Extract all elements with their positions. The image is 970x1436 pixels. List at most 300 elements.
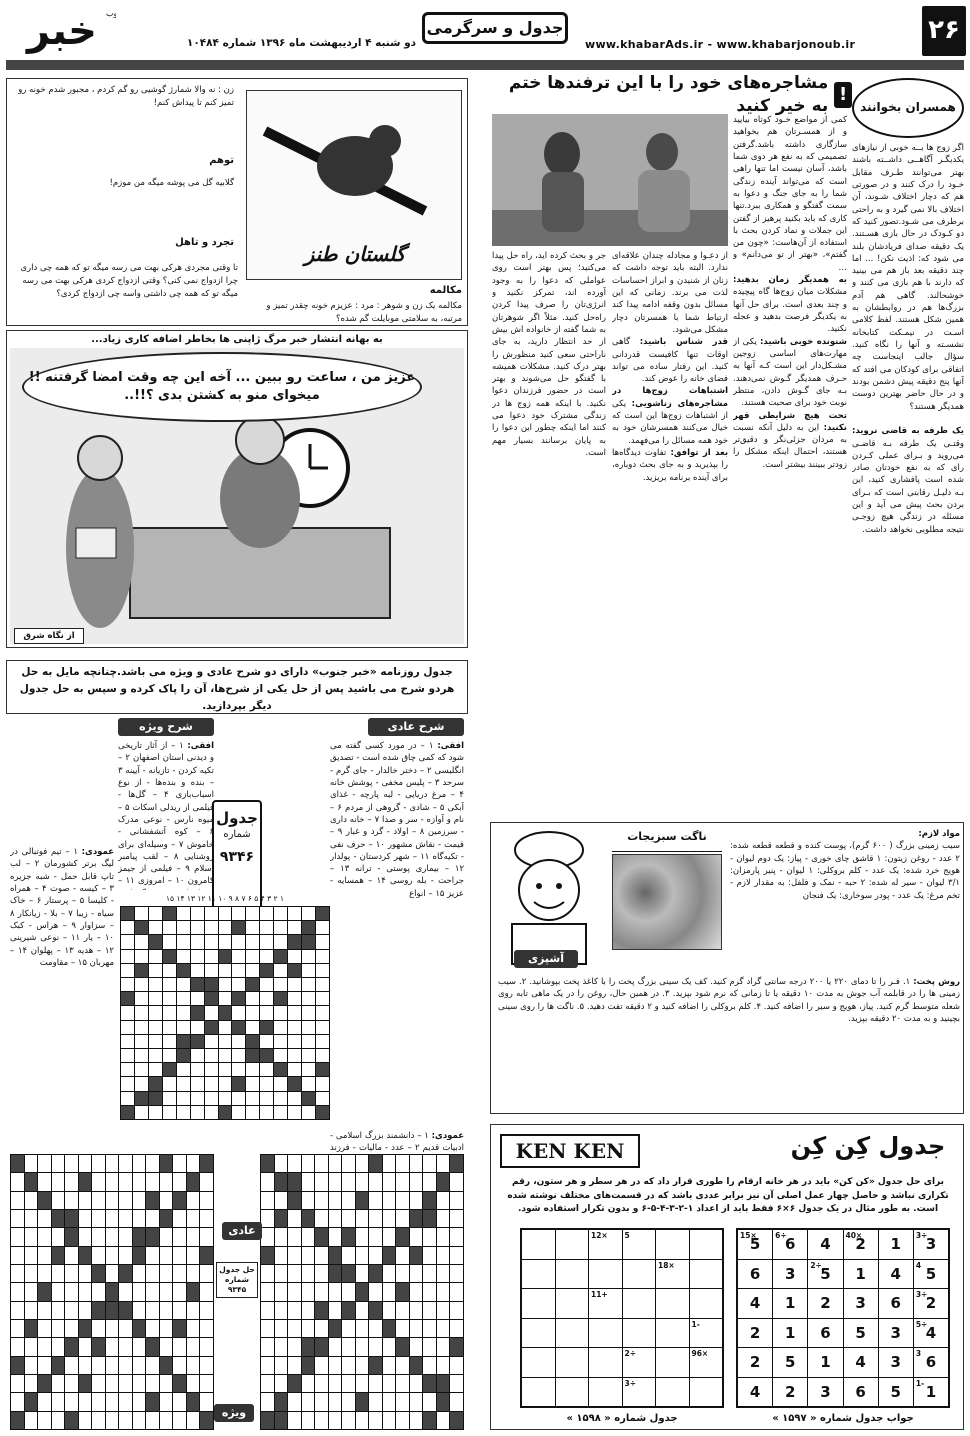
grid-cell[interactable] bbox=[121, 935, 134, 948]
grid-cell[interactable] bbox=[177, 1063, 190, 1076]
grid-cell[interactable] bbox=[135, 950, 148, 963]
grid-cell[interactable] bbox=[232, 978, 245, 991]
grid-cell[interactable] bbox=[219, 1035, 232, 1048]
kenken-puzzle-grid[interactable] bbox=[520, 1228, 724, 1408]
kenken-cell: 5 bbox=[879, 1378, 913, 1407]
grid-cell[interactable] bbox=[121, 1106, 134, 1119]
grid-cell[interactable] bbox=[205, 1063, 218, 1076]
grid-cell[interactable] bbox=[288, 1049, 301, 1062]
grid-cell[interactable] bbox=[135, 1092, 148, 1105]
kenken-cell[interactable] bbox=[556, 1348, 589, 1377]
kenken-cell[interactable]: 12× bbox=[589, 1230, 622, 1259]
grid-cell[interactable] bbox=[274, 1021, 287, 1034]
kenken-cell[interactable] bbox=[656, 1289, 689, 1318]
grid-cell[interactable] bbox=[316, 1063, 329, 1076]
grid-cell bbox=[342, 1357, 355, 1374]
grid-cell[interactable] bbox=[232, 1092, 245, 1105]
kenken-cell: 1 bbox=[773, 1289, 807, 1318]
grid-cell[interactable] bbox=[288, 964, 301, 977]
grid-cell[interactable] bbox=[302, 1006, 315, 1019]
grid-cell[interactable] bbox=[205, 921, 218, 934]
grid-cell[interactable] bbox=[177, 921, 190, 934]
grid-cell[interactable] bbox=[149, 1021, 162, 1034]
grid-cell bbox=[275, 1393, 288, 1410]
kenken-cell[interactable]: 2÷ bbox=[623, 1348, 656, 1377]
grid-cell[interactable] bbox=[219, 1049, 232, 1062]
grid-cell[interactable] bbox=[177, 1049, 190, 1062]
kenken-cell[interactable] bbox=[556, 1319, 589, 1348]
grid-cell[interactable] bbox=[288, 1006, 301, 1019]
grid-cell[interactable] bbox=[191, 1092, 204, 1105]
grid-cell[interactable] bbox=[288, 1035, 301, 1048]
grid-cell[interactable] bbox=[135, 1063, 148, 1076]
kenken-cell[interactable] bbox=[556, 1289, 589, 1318]
grid-cell[interactable] bbox=[121, 1035, 134, 1048]
grid-cell[interactable] bbox=[246, 992, 259, 1005]
grid-cell[interactable] bbox=[163, 935, 176, 948]
grid-cell bbox=[52, 1320, 65, 1337]
grid-cell[interactable] bbox=[302, 950, 315, 963]
grid-cell[interactable] bbox=[316, 1049, 329, 1062]
grid-cell[interactable] bbox=[260, 950, 273, 963]
grid-cell[interactable] bbox=[177, 1006, 190, 1019]
grid-cell[interactable] bbox=[316, 964, 329, 977]
grid-cell[interactable] bbox=[274, 1049, 287, 1062]
grid-cell[interactable] bbox=[288, 978, 301, 991]
grid-cell[interactable] bbox=[246, 1021, 259, 1034]
kenken-cell[interactable] bbox=[522, 1289, 555, 1318]
article-column-2: کمی از مواضع خـود کوتاه بیایید و از همسـرتان هم بخواهید سازگاری داشته باشد.گرفتن تصمیمی که به نفع هر دوی شما باشد، آسان نیست اما تنها راهی است که می‌تواند آینده زندگی شما را به جای جنگ و دعوا به سمت گفتگو و همکاری ببرد.تنها کاری که باید بکنید پرهیز از گفتن این جملات و نماد کردن بحث با استفاده از آن‌هاست: «چون من گفتم»، «بهتر از تو می‌دانم» و … به همدیگر زمان بدهید: مشکلات میان زوج‌ها گاه پیچیده و چند بعدی است. برای حل آنها به یکدیگر فرصت بدهید و عجله نکنید. شنونده خوبی باشید: یکی از مهارت‌های اساسی زوجین مشـکل‌دار این است کـه آنها به حـرف همدیگر گـوش نمی‌دهند. بـه جای گـوش دادن، منتظر نوبت خود برای صحبت هستند. تحت هیچ شرایطی قهر نکنید: این به دلیل آنکه نسبت به مردان جزئی‌نگر و دقیق‌تر هستند، احتمال اینکه مشکل را زودتر ببینند بیشتر است. bbox=[733, 115, 847, 470]
grid-cell bbox=[106, 1173, 119, 1190]
kenken-cell[interactable] bbox=[656, 1319, 689, 1348]
grid-cell[interactable] bbox=[302, 921, 315, 934]
kenken-cell[interactable]: 18× bbox=[656, 1260, 689, 1289]
grid-cell[interactable] bbox=[232, 1006, 245, 1019]
grid-cell[interactable] bbox=[246, 1106, 259, 1119]
grid-cell[interactable] bbox=[246, 907, 259, 920]
grid-cell[interactable] bbox=[135, 992, 148, 1005]
grid-cell[interactable] bbox=[205, 950, 218, 963]
grid-cell[interactable] bbox=[177, 992, 190, 1005]
grid-cell[interactable] bbox=[191, 1063, 204, 1076]
kenken-cell[interactable] bbox=[690, 1260, 723, 1289]
grid-cell[interactable] bbox=[205, 1006, 218, 1019]
grid-cell bbox=[25, 1302, 38, 1319]
grid-cell[interactable] bbox=[163, 1006, 176, 1019]
grid-cell bbox=[79, 1320, 92, 1337]
tag-normal[interactable]: شرح عادی bbox=[368, 718, 464, 736]
grid-cell[interactable] bbox=[246, 1092, 259, 1105]
grid-cell bbox=[329, 1210, 342, 1227]
grid-cell bbox=[261, 1210, 274, 1227]
grid-cell[interactable] bbox=[177, 1035, 190, 1048]
grid-cell[interactable] bbox=[191, 950, 204, 963]
grid-cell[interactable] bbox=[219, 950, 232, 963]
kenken-cell[interactable] bbox=[690, 1230, 723, 1259]
grid-cell bbox=[52, 1412, 65, 1429]
grid-cell[interactable] bbox=[302, 1077, 315, 1090]
grid-cell[interactable] bbox=[302, 1063, 315, 1076]
grid-cell[interactable] bbox=[149, 1077, 162, 1090]
grid-cell[interactable] bbox=[219, 1077, 232, 1090]
grid-cell[interactable] bbox=[121, 992, 134, 1005]
grid-cell[interactable] bbox=[260, 1035, 273, 1048]
grid-cell[interactable] bbox=[219, 1006, 232, 1019]
grid-cell[interactable] bbox=[260, 1049, 273, 1062]
grid-cell[interactable] bbox=[163, 1021, 176, 1034]
grid-cell[interactable] bbox=[246, 921, 259, 934]
grid-cell[interactable] bbox=[302, 992, 315, 1005]
grid-cell[interactable] bbox=[191, 935, 204, 948]
grid-cell[interactable] bbox=[149, 921, 162, 934]
grid-cell[interactable] bbox=[288, 1077, 301, 1090]
grid-cell[interactable] bbox=[316, 1021, 329, 1034]
grid-cell[interactable] bbox=[274, 1092, 287, 1105]
grid-cell bbox=[437, 1357, 450, 1374]
grid-cell[interactable] bbox=[316, 921, 329, 934]
grid-cell[interactable] bbox=[121, 1077, 134, 1090]
grid-cell[interactable] bbox=[149, 1006, 162, 1019]
grid-cell[interactable] bbox=[191, 978, 204, 991]
grid-cell[interactable] bbox=[121, 964, 134, 977]
grid-cell[interactable] bbox=[191, 907, 204, 920]
kenken-cell[interactable] bbox=[623, 1260, 656, 1289]
grid-cell[interactable] bbox=[316, 950, 329, 963]
kenken-cell[interactable] bbox=[589, 1378, 622, 1407]
grid-cell[interactable] bbox=[302, 1106, 315, 1119]
kenken-cell[interactable] bbox=[589, 1260, 622, 1289]
grid-cell[interactable] bbox=[135, 1106, 148, 1119]
grid-cell[interactable] bbox=[163, 964, 176, 977]
grid-cell[interactable] bbox=[149, 992, 162, 1005]
grid-cell[interactable] bbox=[288, 1106, 301, 1119]
grid-cell[interactable] bbox=[205, 1021, 218, 1034]
grid-cell[interactable] bbox=[316, 992, 329, 1005]
grid-cell[interactable] bbox=[177, 1021, 190, 1034]
grid-cell[interactable] bbox=[205, 978, 218, 991]
grid-cell[interactable] bbox=[302, 1049, 315, 1062]
grid-cell[interactable] bbox=[316, 1092, 329, 1105]
grid-cell[interactable] bbox=[135, 1077, 148, 1090]
grid-cell[interactable] bbox=[121, 1063, 134, 1076]
grid-cell[interactable] bbox=[288, 935, 301, 948]
grid-cell bbox=[133, 1228, 146, 1245]
grid-cell[interactable] bbox=[316, 978, 329, 991]
grid-cell[interactable] bbox=[177, 935, 190, 948]
grid-cell bbox=[410, 1302, 423, 1319]
grid-cell bbox=[288, 1265, 301, 1282]
kenken-cell[interactable]: 3÷ bbox=[623, 1378, 656, 1407]
grid-cell[interactable] bbox=[177, 950, 190, 963]
grid-cell[interactable] bbox=[232, 1106, 245, 1119]
grid-cell bbox=[173, 1412, 186, 1429]
kenken-cell[interactable]: 11+ bbox=[589, 1289, 622, 1318]
grid-cell bbox=[11, 1210, 24, 1227]
grid-cell[interactable] bbox=[135, 921, 148, 934]
grid-cell[interactable] bbox=[205, 992, 218, 1005]
grid-cell[interactable] bbox=[288, 1092, 301, 1105]
grid-cell[interactable] bbox=[149, 907, 162, 920]
grid-cell[interactable] bbox=[288, 1063, 301, 1076]
grid-cell[interactable] bbox=[274, 950, 287, 963]
grid-cell[interactable] bbox=[302, 978, 315, 991]
grid-cell[interactable] bbox=[121, 978, 134, 991]
grid-cell[interactable] bbox=[260, 1063, 273, 1076]
grid-cell[interactable] bbox=[177, 978, 190, 991]
grid-cell[interactable] bbox=[274, 1006, 287, 1019]
grid-cell[interactable] bbox=[191, 1049, 204, 1062]
grid-cell[interactable] bbox=[316, 1077, 329, 1090]
grid-cell[interactable] bbox=[302, 1035, 315, 1048]
grid-cell[interactable] bbox=[260, 964, 273, 977]
grid-cell[interactable] bbox=[302, 907, 315, 920]
grid-cell bbox=[160, 1173, 173, 1190]
grid-cell[interactable] bbox=[205, 1035, 218, 1048]
kenken-cell[interactable] bbox=[623, 1319, 656, 1348]
grid-cell[interactable] bbox=[121, 1006, 134, 1019]
grid-cell[interactable] bbox=[246, 1049, 259, 1062]
grid-cell[interactable] bbox=[232, 907, 245, 920]
grid-cell[interactable] bbox=[232, 935, 245, 948]
kenken-cell[interactable] bbox=[522, 1230, 555, 1259]
grid-cell[interactable] bbox=[135, 1035, 148, 1048]
grid-cell[interactable] bbox=[135, 1021, 148, 1034]
grid-cell[interactable] bbox=[163, 921, 176, 934]
grid-cell bbox=[160, 1357, 173, 1374]
grid-cell bbox=[38, 1247, 51, 1264]
grid-cell[interactable] bbox=[246, 1006, 259, 1019]
kenken-cell[interactable]: 5 bbox=[623, 1230, 656, 1259]
kenken-cell[interactable] bbox=[690, 1378, 723, 1407]
grid-cell[interactable] bbox=[121, 921, 134, 934]
grid-cell[interactable] bbox=[135, 978, 148, 991]
grid-cell[interactable] bbox=[163, 1035, 176, 1048]
grid-cell[interactable] bbox=[163, 1063, 176, 1076]
grid-cell[interactable] bbox=[163, 907, 176, 920]
grid-cell[interactable] bbox=[205, 935, 218, 948]
grid-cell[interactable] bbox=[177, 964, 190, 977]
grid-cell[interactable] bbox=[177, 1077, 190, 1090]
grid-cell[interactable] bbox=[246, 978, 259, 991]
grid-cell[interactable] bbox=[260, 978, 273, 991]
grid-cell[interactable] bbox=[274, 907, 287, 920]
grid-cell bbox=[11, 1393, 24, 1410]
grid-cell[interactable] bbox=[163, 1106, 176, 1119]
grid-cell[interactable] bbox=[205, 907, 218, 920]
kenken-cell[interactable] bbox=[556, 1260, 589, 1289]
grid-cell[interactable] bbox=[149, 1063, 162, 1076]
grid-cell[interactable] bbox=[288, 992, 301, 1005]
kenken-cell[interactable] bbox=[522, 1348, 555, 1377]
grid-cell[interactable] bbox=[232, 1021, 245, 1034]
grid-cell[interactable] bbox=[288, 921, 301, 934]
grid-cell bbox=[450, 1320, 463, 1337]
grid-cell[interactable] bbox=[149, 1049, 162, 1062]
grid-cell bbox=[173, 1265, 186, 1282]
grid-cell[interactable] bbox=[288, 1021, 301, 1034]
grid-cell[interactable] bbox=[219, 964, 232, 977]
grid-cell[interactable] bbox=[232, 921, 245, 934]
grid-cell[interactable] bbox=[246, 935, 259, 948]
grid-cell[interactable] bbox=[232, 1063, 245, 1076]
kenken-cell[interactable] bbox=[656, 1230, 689, 1259]
grid-cell bbox=[315, 1357, 328, 1374]
grid-cell[interactable] bbox=[205, 1092, 218, 1105]
grid-cell[interactable] bbox=[163, 992, 176, 1005]
website-url[interactable]: www.khabarAds.ir - www.khabarjonoub.ir bbox=[585, 38, 856, 51]
grid-cell[interactable] bbox=[163, 1092, 176, 1105]
grid-cell[interactable] bbox=[191, 964, 204, 977]
kenken-cell[interactable] bbox=[522, 1260, 555, 1289]
grid-cell[interactable] bbox=[149, 950, 162, 963]
grid-cell bbox=[437, 1155, 450, 1172]
kenken-cell[interactable] bbox=[589, 1348, 622, 1377]
kenken-cell[interactable]: 96× bbox=[690, 1348, 723, 1377]
grid-cell[interactable] bbox=[163, 1077, 176, 1090]
grid-cell[interactable] bbox=[219, 1021, 232, 1034]
grid-cell[interactable] bbox=[191, 921, 204, 934]
grid-cell[interactable] bbox=[246, 1077, 259, 1090]
grid-cell[interactable] bbox=[274, 1077, 287, 1090]
grid-cell[interactable] bbox=[274, 921, 287, 934]
grid-cell[interactable] bbox=[260, 935, 273, 948]
grid-cell bbox=[106, 1412, 119, 1429]
grid-cell[interactable] bbox=[302, 935, 315, 948]
grid-cell[interactable] bbox=[121, 950, 134, 963]
kenken-cell[interactable] bbox=[556, 1378, 589, 1407]
grid-cell[interactable] bbox=[232, 1049, 245, 1062]
grid-cell[interactable] bbox=[135, 1049, 148, 1062]
crossword-grid[interactable] bbox=[120, 906, 330, 1120]
grid-cell[interactable] bbox=[163, 978, 176, 991]
grid-cell bbox=[79, 1393, 92, 1410]
grid-cell[interactable] bbox=[191, 992, 204, 1005]
grid-cell[interactable] bbox=[246, 1063, 259, 1076]
grid-cell[interactable] bbox=[121, 1092, 134, 1105]
grid-cell[interactable] bbox=[274, 992, 287, 1005]
kenken-cell[interactable]: 1- bbox=[690, 1319, 723, 1348]
grid-cell[interactable] bbox=[135, 935, 148, 948]
grid-cell[interactable] bbox=[288, 950, 301, 963]
grid-cell[interactable] bbox=[219, 1092, 232, 1105]
grid-cell bbox=[200, 1302, 213, 1319]
grid-cell[interactable] bbox=[316, 1035, 329, 1048]
grid-cell[interactable] bbox=[260, 921, 273, 934]
grid-cell[interactable] bbox=[274, 978, 287, 991]
grid-cell[interactable] bbox=[177, 1106, 190, 1119]
grid-cell[interactable] bbox=[274, 1106, 287, 1119]
grid-cell[interactable] bbox=[149, 1035, 162, 1048]
grid-cell[interactable] bbox=[219, 907, 232, 920]
grid-cell[interactable] bbox=[274, 1063, 287, 1076]
grid-cell[interactable] bbox=[316, 1106, 329, 1119]
grid-cell[interactable] bbox=[246, 964, 259, 977]
grid-cell[interactable] bbox=[191, 1106, 204, 1119]
kenken-cell[interactable] bbox=[623, 1289, 656, 1318]
grid-cell[interactable] bbox=[121, 1049, 134, 1062]
grid-cell[interactable] bbox=[149, 1092, 162, 1105]
grid-cell[interactable] bbox=[205, 1106, 218, 1119]
grid-cell[interactable] bbox=[232, 992, 245, 1005]
grid-cell[interactable] bbox=[219, 1106, 232, 1119]
grid-cell[interactable] bbox=[274, 935, 287, 948]
grid-cell[interactable] bbox=[219, 992, 232, 1005]
grid-cell[interactable] bbox=[232, 950, 245, 963]
grid-cell[interactable] bbox=[219, 978, 232, 991]
kenken-cell[interactable] bbox=[522, 1319, 555, 1348]
grid-cell[interactable] bbox=[219, 935, 232, 948]
grid-cell[interactable] bbox=[246, 1035, 259, 1048]
grid-cell[interactable] bbox=[260, 1092, 273, 1105]
grid-cell[interactable] bbox=[316, 935, 329, 948]
kenken-cell[interactable] bbox=[690, 1289, 723, 1318]
grid-cell[interactable] bbox=[121, 907, 134, 920]
kenken-cell[interactable] bbox=[589, 1319, 622, 1348]
kenken-cell[interactable] bbox=[656, 1378, 689, 1407]
grid-cell bbox=[133, 1155, 146, 1172]
grid-cell[interactable] bbox=[302, 1021, 315, 1034]
grid-cell[interactable] bbox=[191, 1021, 204, 1034]
grid-cell[interactable] bbox=[135, 1006, 148, 1019]
grid-cell bbox=[106, 1228, 119, 1245]
grid-cell[interactable] bbox=[260, 992, 273, 1005]
grid-cell[interactable] bbox=[288, 907, 301, 920]
grid-cell[interactable] bbox=[260, 1077, 273, 1090]
grid-cell[interactable] bbox=[163, 950, 176, 963]
kenken-cell[interactable] bbox=[656, 1348, 689, 1377]
grid-cell[interactable] bbox=[191, 1035, 204, 1048]
grid-cell[interactable] bbox=[149, 978, 162, 991]
grid-cell[interactable] bbox=[191, 1006, 204, 1019]
grid-cell[interactable] bbox=[246, 950, 259, 963]
grid-cell[interactable] bbox=[205, 1077, 218, 1090]
grid-cell bbox=[92, 1265, 105, 1282]
satire-text-3: مکالمه یک زن و شوهر : مرد : عزیزم خونه چقدر تمیز و مرتبه، به سلامتی موبایلت گم شده؟ bbox=[266, 301, 462, 324]
grid-cell[interactable] bbox=[260, 1106, 273, 1119]
grid-cell[interactable] bbox=[177, 1092, 190, 1105]
kenken-cell[interactable] bbox=[556, 1230, 589, 1259]
grid-cell[interactable] bbox=[232, 964, 245, 977]
grid-cell[interactable] bbox=[274, 964, 287, 977]
grid-cell[interactable] bbox=[316, 907, 329, 920]
grid-cell[interactable] bbox=[121, 1021, 134, 1034]
tag-special[interactable]: شرح ویژه bbox=[118, 718, 214, 736]
grid-cell[interactable] bbox=[135, 964, 148, 977]
grid-cell[interactable] bbox=[219, 921, 232, 934]
grid-cell[interactable] bbox=[260, 1006, 273, 1019]
grid-cell[interactable] bbox=[177, 907, 190, 920]
grid-cell[interactable] bbox=[316, 1006, 329, 1019]
grid-cell[interactable] bbox=[302, 964, 315, 977]
grid-cell[interactable] bbox=[149, 935, 162, 948]
grid-cell[interactable] bbox=[260, 1021, 273, 1034]
grid-cell[interactable] bbox=[149, 1106, 162, 1119]
grid-cell[interactable] bbox=[260, 907, 273, 920]
grid-cell[interactable] bbox=[232, 1035, 245, 1048]
grid-cell[interactable] bbox=[302, 1092, 315, 1105]
grid-cell[interactable] bbox=[191, 1077, 204, 1090]
grid-cell[interactable] bbox=[163, 1049, 176, 1062]
grid-cell[interactable] bbox=[205, 964, 218, 977]
grid-cell[interactable] bbox=[135, 907, 148, 920]
grid-cell[interactable] bbox=[232, 1077, 245, 1090]
grid-cell[interactable] bbox=[219, 1063, 232, 1076]
grid-cell[interactable] bbox=[149, 964, 162, 977]
grid-cell[interactable] bbox=[205, 1049, 218, 1062]
kenken-cell[interactable] bbox=[522, 1378, 555, 1407]
grid-cell[interactable] bbox=[274, 1035, 287, 1048]
grid-cell bbox=[383, 1338, 396, 1355]
